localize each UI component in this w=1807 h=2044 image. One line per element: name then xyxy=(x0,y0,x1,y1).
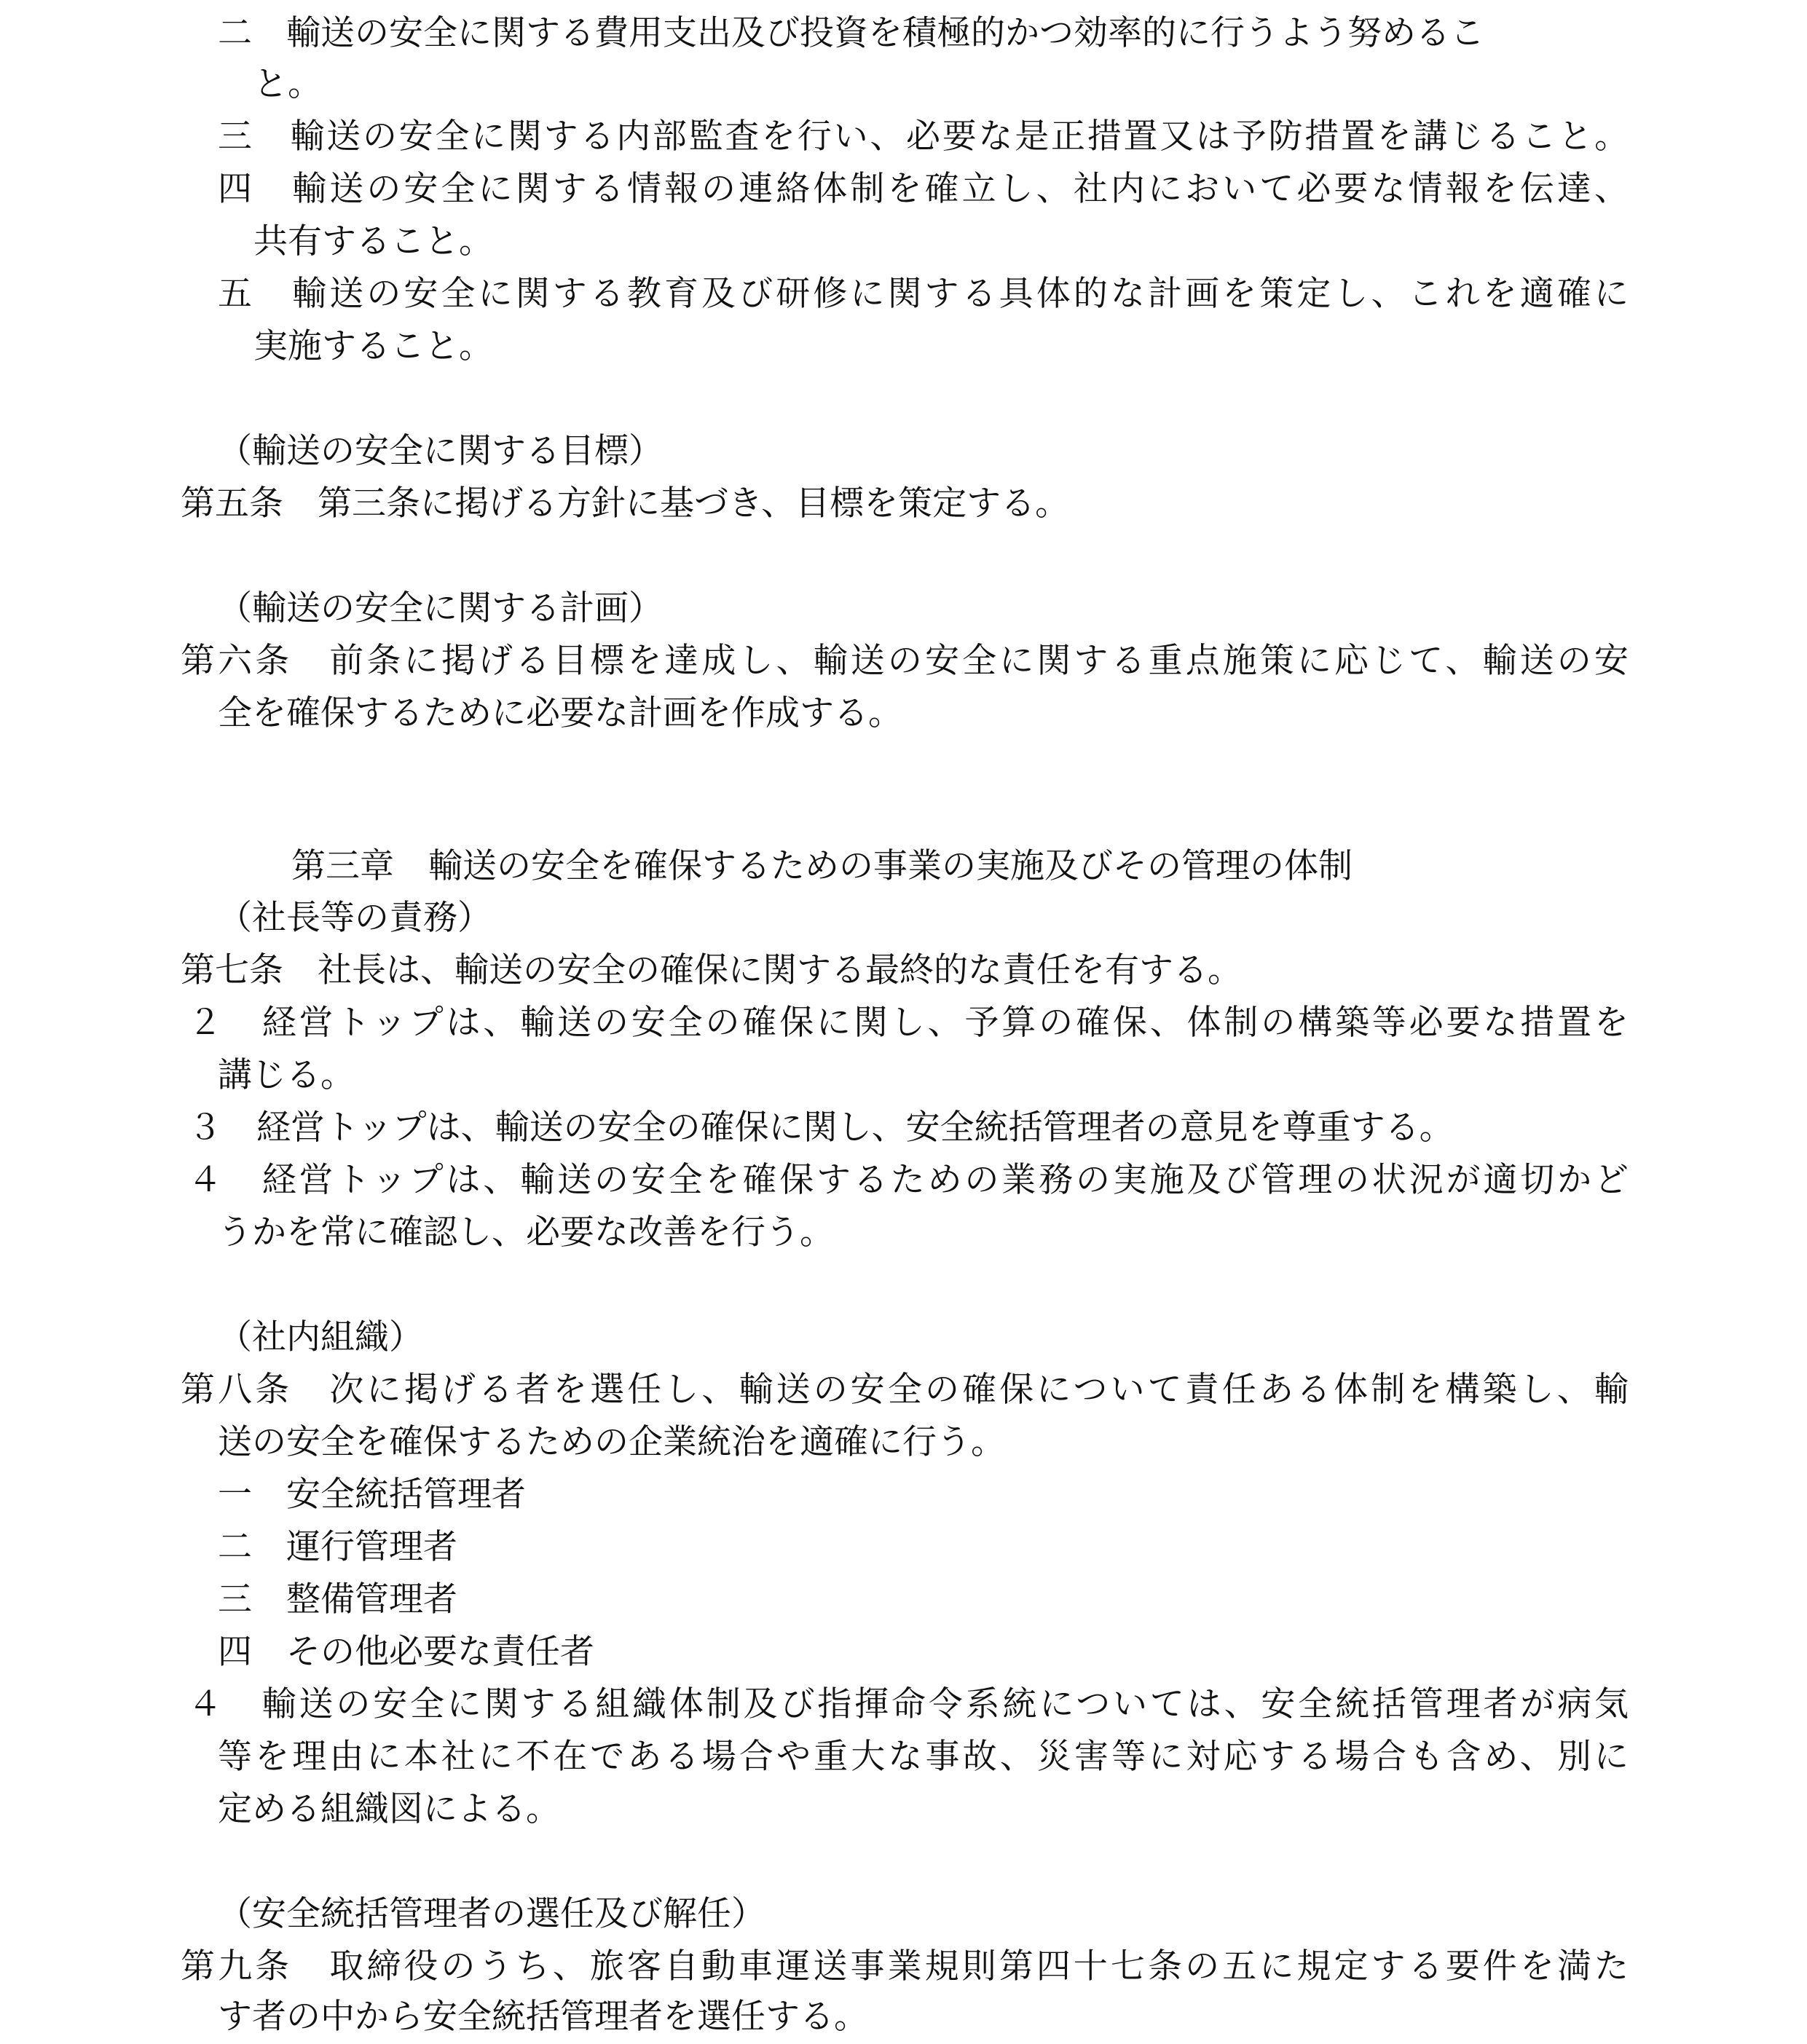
document-line: 第六条 前条に掲げる目標を達成し、輸送の安全に関する重点施策に応じて、輸送の安 xyxy=(181,641,1631,681)
document-line: 定める組織図による。 xyxy=(218,1789,560,1829)
document-line: 等を理由に本社に不在である場合や重大な事故、災害等に対応する場合も含め、別に xyxy=(218,1737,1632,1777)
document-line: 二 輸送の安全に関する費用支出及び投資を積極的かつ効率的に行うよう努めるこ xyxy=(218,13,1484,53)
document-line: ４ 輸送の安全に関する組織体制及び指揮命令系統については、安全統括管理者が病気 xyxy=(188,1684,1631,1724)
document-line: 第五条 第三条に掲げる方針に基づき、目標を策定する。 xyxy=(181,484,1070,524)
document-line: （社内組織） xyxy=(218,1317,423,1357)
document-line: 第九条 取締役のうち、旅客自動車運送事業規則第四十七条の五に規定する要件を満た xyxy=(181,1946,1632,1986)
document-line: （輸送の安全に関する目標） xyxy=(218,431,663,471)
document-line: 三 整備管理者 xyxy=(218,1579,457,1619)
document-line: （安全統括管理者の選任及び解任） xyxy=(218,1894,765,1934)
document-line: 第七条 社長は、輸送の安全の確保に関する最終的な責任を有する。 xyxy=(181,950,1242,990)
document-line: 実施すること。 xyxy=(253,326,493,366)
document-line: （輸送の安全に関する計画） xyxy=(218,588,663,628)
document-line: 五 輸送の安全に関する教育及び研修に関する具体的な計画を策定し、これを適確に xyxy=(218,274,1632,314)
document-line: す者の中から安全統括管理者を選任する。 xyxy=(218,1997,868,2037)
document-line: うかを常に確認し、必要な改善を行う。 xyxy=(218,1212,834,1252)
document-line: 全を確保するために必要な計画を作成する。 xyxy=(218,693,902,733)
document-line: 一 安全統括管理者 xyxy=(218,1475,526,1515)
document-line: 講じる。 xyxy=(218,1055,355,1095)
document-line: ２ 経営トップは、輸送の安全の確保に関し、予算の確保、体制の構築等必要な措置を xyxy=(188,1003,1631,1043)
document-line: 送の安全を確保するための企業統治を適確に行う。 xyxy=(218,1422,1005,1462)
document-line: 二 運行管理者 xyxy=(218,1527,457,1567)
document-line: ４ 経営トップは、輸送の安全を確保するための業務の実施及び管理の状況が適切かど xyxy=(188,1160,1631,1200)
document-line: ３ 経営トップは、輸送の安全の確保に関し、安全統括管理者の意見を尊重する。 xyxy=(188,1108,1454,1148)
document-line: と。 xyxy=(253,64,322,104)
document-line: 四 その他必要な責任者 xyxy=(218,1632,594,1672)
document-line: 第八条 次に掲げる者を選任し、輸送の安全の確保について責任ある体制を構築し、輸 xyxy=(181,1370,1631,1410)
document-line: 第三章 輸送の安全を確保するための事業の実施及びその管理の体制 xyxy=(291,846,1353,886)
document-line: （社長等の責務） xyxy=(218,898,492,938)
document-line: 共有すること。 xyxy=(253,221,493,261)
document-line: 四 輸送の安全に関する情報の連絡体制を確立し、社内において必要な情報を伝達、 xyxy=(218,169,1632,209)
document-line: 三 輸送の安全に関する内部監査を行い、必要な是正措置又は予防措置を講じること。 xyxy=(218,117,1631,157)
